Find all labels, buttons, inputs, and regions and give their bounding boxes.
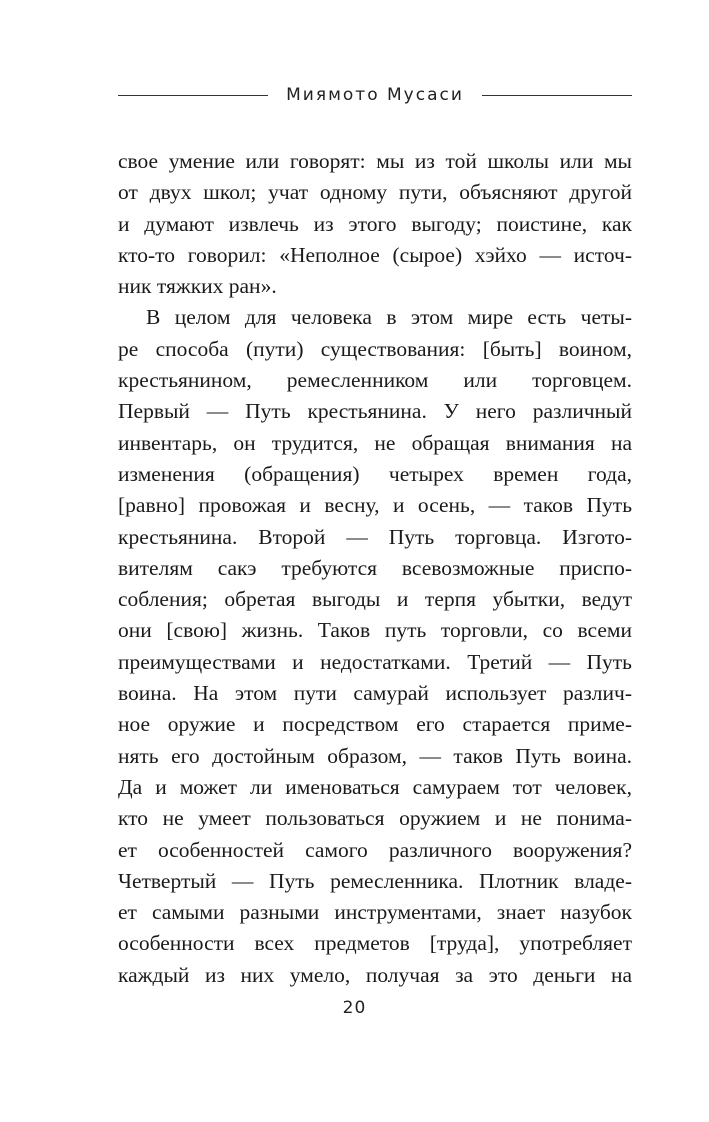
running-header-title: Миямото Мусаси [286,85,464,105]
text-line: они [свою] жизнь. Таков путь торговли, со всеми [118,618,632,643]
text-line: изменения (обращения) четырех времен года, [118,461,632,486]
text-line: вителям сакэ требуются всевозможные приспо- [118,555,632,580]
text-line: кто не умеет пользоваться оружием и не понима- [118,806,632,831]
text-line: Да и может ли именоваться самураем тот человек, [118,774,632,799]
text-line: Четвертый — Путь ремесленника. Плотник владе- [118,868,632,893]
body-text [118,146,632,991]
text-line: крестьянина. Второй — Путь торговца. Изгото- [118,524,632,549]
text-line: Первый — Путь крестьянина. У него различный [118,399,632,424]
text-line: преимуществами и недостатками. Третий — Путь [118,649,632,674]
header-rule-left [118,95,268,96]
text-line: нять его достойным образом, — таков Путь воина. [118,743,632,768]
running-header [118,80,632,110]
text-line: ре способа (пути) существования: [быть] воином, [118,336,632,361]
text-line: каждый из них умело, получая за это деньги на [118,962,632,987]
header-rule-right [482,95,632,96]
text-line: крестьянином, ремесленником или торговцем. [118,368,632,393]
text-line: особенности всех предметов [труда], употребляет [118,931,632,956]
text-line: воина. На этом пути самурай использует различ- [118,681,632,706]
text-line: собления; обретая выгоды и терпя убытки, ведут [118,587,632,612]
text-line: В целом для человека в этом мире есть четы- [146,305,632,330]
text-line: свое умение или говорят: мы из той школы или мы [118,149,632,173]
text-line: [равно] провожая и весну, и осень, — таков Путь [118,493,632,518]
text-line: кто-то говорил: «Неполное (сырое) хэйхо — источ- [118,242,632,267]
text-line: ное оружие и посредством его старается приме- [118,712,632,737]
page-number: 20 [342,998,367,1018]
text-line: от двух школ; учат одному пути, объясняют другой [118,180,632,205]
text-line: инвентарь, он трудится, не обращая внимания на [118,430,632,455]
text-line: ет самыми разными инструментами, знает назубок [118,900,632,925]
text-line: и думают извлечь из этого выгоду; поистине, как [118,211,632,236]
text-line: ник тяжких ран». [118,274,277,299]
text-line: ет особенностей самого различного вооружения? [118,837,632,862]
